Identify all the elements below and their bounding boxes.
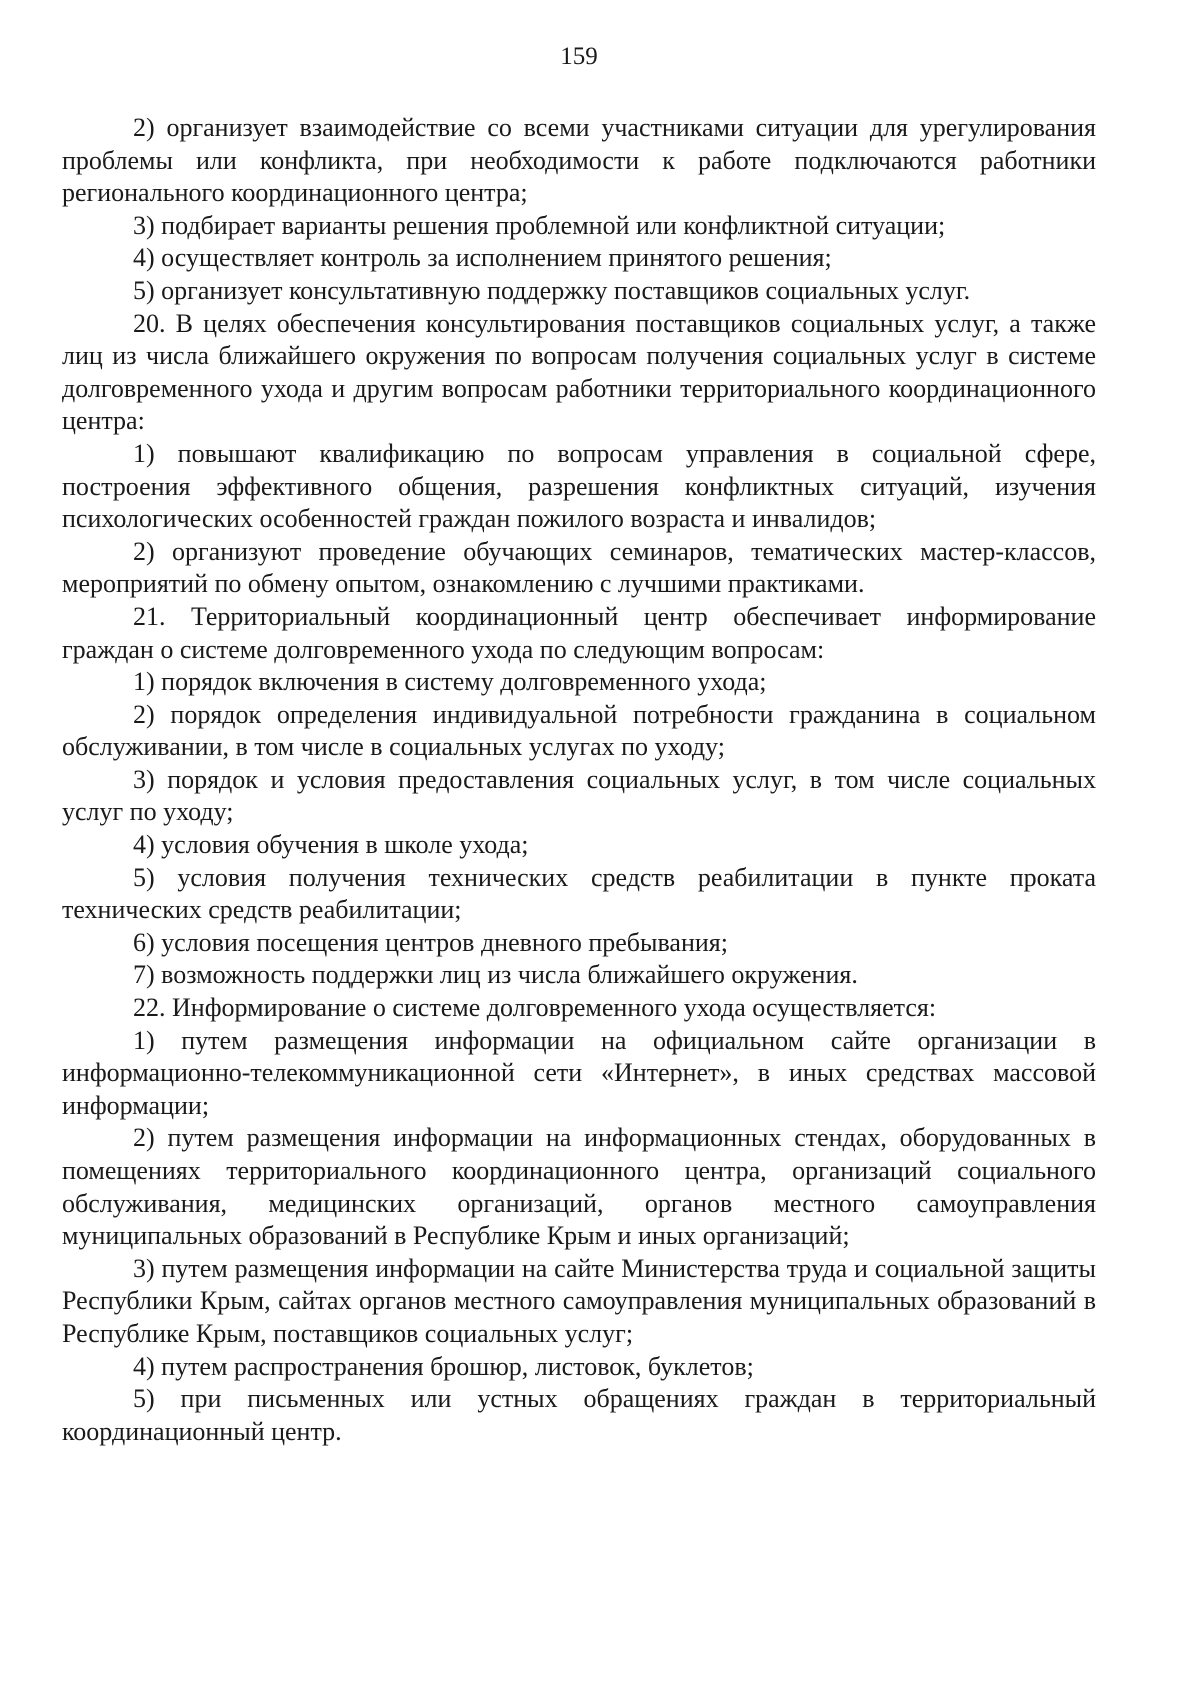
paragraph: 1) порядок включения в систему долговременного ухода; — [133, 667, 767, 697]
paragraph: 4) условия обучения в школе ухода; — [133, 830, 529, 860]
document-body — [62, 112, 1096, 1448]
paragraph: 2) организуют проведение обучающих семинаров, тематических мастер-классов, мероприятий по обмену опытом, ознакомлению с лучшими практиками. — [62, 536, 1096, 599]
paragraph: 5) при письменных или устных обращениях граждан в территориальный координационный центр. — [62, 1384, 1096, 1446]
paragraph: 2) организует взаимодействие со всеми участниками ситуации для урегулирования проблемы или конфликта, при необходимости к работе подключаются работники регионального координационного центра; — [62, 113, 1096, 208]
paragraph: 5) условия получения технических средств реабилитации в пункте проката технических средств реабилитации; — [62, 862, 1096, 925]
paragraph: 1) путем размещения информации на официальном сайте организации в информационно-телекоммуникационной сети «Интернет», в иных средствах массовой информации; — [62, 1025, 1096, 1120]
paragraph: 3) подбирает варианты решения проблемной или конфликтной ситуации; — [133, 210, 946, 240]
document-page — [62, 0, 1096, 1696]
paragraph: 2) путем размещения информации на информационных стендах, оборудованных в помещениях территориального координационного центра, организаций социального обслуживания, медицинских организаций, органов местного самоуправления муниципальных образований в Республике Крым и иных организаций; — [62, 1123, 1096, 1251]
paragraph: 7) возможность поддержки лиц из числа ближайшего окружения. — [133, 960, 858, 990]
paragraph: 2) порядок определения индивидуальной потребности гражданина в социальном обслуживании, в том числе в социальных услугах по уходу; — [62, 699, 1096, 762]
paragraph: 3) порядок и условия предоставления социальных услуг, в том числе социальных услуг по уходу; — [62, 764, 1096, 827]
page-number: 159 — [560, 43, 598, 70]
paragraph: 4) осуществляет контроль за исполнением принятого решения; — [133, 243, 832, 273]
paragraph: 4) путем распространения брошюр, листовок, буклетов; — [133, 1351, 754, 1381]
paragraph: 5) организует консультативную поддержку поставщиков социальных услуг. — [133, 275, 971, 305]
paragraph: 20. В целях обеспечения консультирования поставщиков социальных услуг, а также лиц из числа ближайшего окружения по вопросам получения социальных услуг в системе долговременного ухода и другим вопросам работники территориального координационного центра: — [62, 308, 1096, 436]
paragraph: 1) повышают квалификацию по вопросам управления в социальной сфере, построения эффективного общения, разрешения конфликтных ситуаций, изучения психологических особенностей граждан пожилого возраста и инвалидов; — [62, 438, 1096, 534]
paragraph: 22. Информирование о системе долговременного ухода осуществляется: — [133, 993, 937, 1023]
paragraph: 21. Территориальный координационный центр обеспечивает информирование граждан о системе долговременного ухода по следующим вопросам: — [62, 601, 1096, 664]
paragraph: 6) условия посещения центров дневного пребывания; — [133, 927, 728, 957]
paragraph: 3) путем размещения информации на сайте Министерства труда и социальной защиты Республики Крым, сайтах органов местного самоуправления муниципальных образований в Республике Крым, поставщиков социальных услуг; — [62, 1253, 1096, 1348]
